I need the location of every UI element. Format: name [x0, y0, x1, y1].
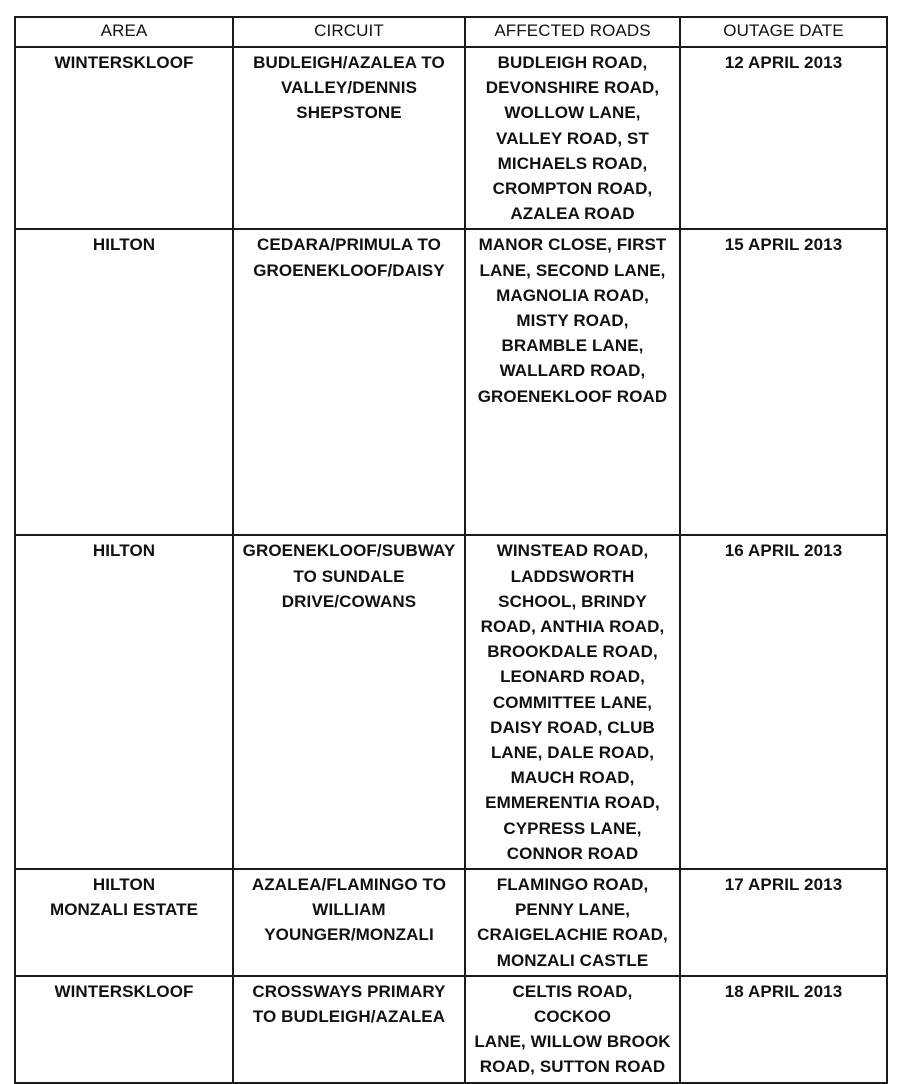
table-row: [15, 229, 887, 535]
circuit-cell: [233, 535, 465, 869]
circuit-text: AZALEA/FLAMINGO TO WILLIAM YOUNGER/MONZALI: [251, 875, 447, 945]
roads-cell: [465, 47, 680, 229]
table-row: [15, 47, 887, 229]
roads-text: FLAMINGO ROAD, PENNY LANE, CRAIGELACHIE ROAD, MONZALI CASTLE: [477, 875, 668, 970]
table-row: [15, 976, 887, 1083]
roads-text: WINSTEAD ROAD, LADDSWORTH SCHOOL, BRINDY ROAD, ANTHIA ROAD, BROOKDALE ROAD, LEONARD ROAD, COMMITTEE LANE, DAISY ROAD, CLUB LANE, DALE ROAD, MAUCH ROAD, EMMERENTIA ROAD, CYPRESS LANE, CONNOR ROAD: [480, 541, 665, 863]
roads-text: CELTIS ROAD, COCKOO LANE, WILLOW BROOK ROAD, SUTTON ROAD: [474, 981, 671, 1077]
header-row: [15, 17, 887, 47]
roads-cell: [465, 535, 680, 869]
roads-text: BUDLEIGH ROAD, DEVONSHIRE ROAD, WOLLOW LANE, VALLEY ROAD, ST MICHAELS ROAD, CROMPTON ROAD, AZALEA ROAD: [485, 53, 660, 224]
header-affected-roads: AFFECTED ROADS: [465, 17, 680, 47]
area-text: HILTON: [92, 235, 156, 255]
date-text: 12 APRIL 2013: [724, 53, 843, 72]
circuit-cell: [233, 869, 465, 976]
date-text: 15 APRIL 2013: [724, 235, 843, 255]
date-text: 17 APRIL 2013: [724, 875, 843, 895]
header-area: AREA: [15, 17, 233, 47]
date-cell: [680, 47, 887, 229]
date-cell: [680, 535, 887, 869]
date-text: 18 APRIL 2013: [724, 981, 843, 1001]
date-text: 16 APRIL 2013: [724, 541, 843, 561]
header-circuit: CIRCUIT: [233, 17, 465, 47]
date-cell: [680, 229, 887, 535]
roads-cell: [465, 976, 680, 1083]
circuit-cell: [233, 47, 465, 229]
circuit-cell: [233, 976, 465, 1083]
area-cell: [15, 229, 233, 535]
area-text: HILTON: [92, 541, 156, 561]
roads-text: MANOR CLOSE, FIRST LANE, SECOND LANE, MAGNOLIA ROAD, MISTY ROAD, BRAMBLE LANE, WALLARD ROAD, GROENEKLOOF ROAD: [477, 235, 668, 406]
area-text: HILTON MONZALI ESTATE: [49, 875, 199, 920]
header-outage-date: OUTAGE DATE: [680, 17, 887, 47]
table-row: [15, 869, 887, 976]
roads-cell: [465, 229, 680, 535]
date-cell: [680, 869, 887, 976]
circuit-text: BUDLEIGH/AZALEA TO VALLEY/DENNIS SHEPSTONE: [253, 53, 445, 123]
area-cell: [15, 869, 233, 976]
area-text: WINTERSKLOOF: [54, 981, 194, 1001]
roads-cell: [465, 869, 680, 976]
circuit-text: GROENEKLOOF/SUBWAY TO SUNDALE DRIVE/COWANS: [242, 541, 456, 611]
area-text: WINTERSKLOOF: [54, 53, 194, 72]
table-row: [15, 535, 887, 869]
area-cell: [15, 535, 233, 869]
area-cell: [15, 47, 233, 229]
outage-schedule-table: [14, 16, 888, 1084]
date-cell: [680, 976, 887, 1083]
circuit-cell: [233, 229, 465, 535]
circuit-text: CEDARA/PRIMULA TO GROENEKLOOF/DAISY: [253, 235, 445, 280]
area-cell: [15, 976, 233, 1083]
circuit-text: CROSSWAYS PRIMARY TO BUDLEIGH/AZALEA: [252, 981, 446, 1027]
